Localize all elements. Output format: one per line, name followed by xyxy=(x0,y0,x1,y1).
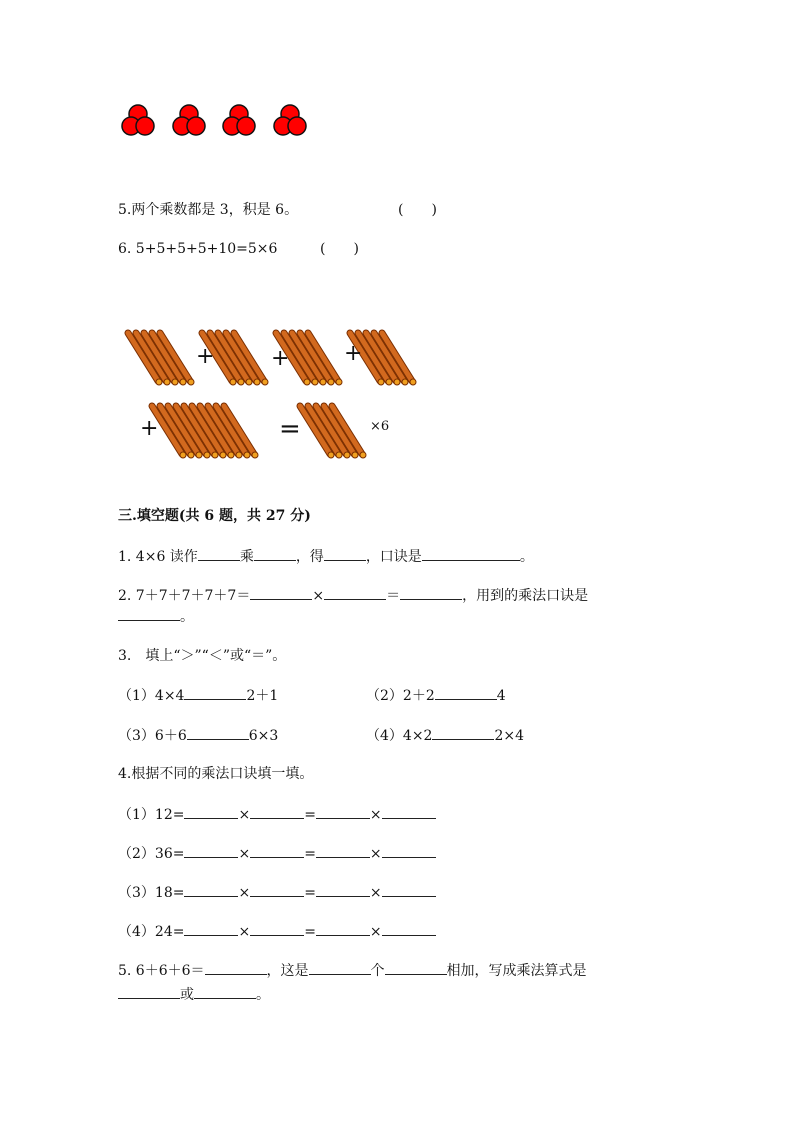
fill-q5-blank-5[interactable] xyxy=(194,984,256,999)
fill-q3-p4-rhs: 2×4 xyxy=(494,728,524,744)
stick-tip xyxy=(238,379,244,385)
times-sign: × xyxy=(238,924,251,940)
stick-bundle xyxy=(300,406,366,458)
fill-q4-blank[interactable] xyxy=(316,921,370,936)
stick-tip xyxy=(246,379,252,385)
fill-q4-blank[interactable] xyxy=(316,843,370,858)
fill-q4-blank[interactable] xyxy=(382,882,436,897)
judge-q6-text: 6. 5+5+5+5+10=5×6 xyxy=(118,241,278,257)
fill-q5-text-c: 个 xyxy=(370,963,385,979)
fill-q4-blank[interactable] xyxy=(250,921,304,936)
stick-tip xyxy=(402,379,408,385)
fill-q1-blank-2[interactable] xyxy=(254,546,296,561)
stick-tip xyxy=(344,452,350,458)
fill-q4-blank[interactable] xyxy=(250,882,304,897)
dot-cluster xyxy=(173,105,205,135)
fill-q1-blank-4[interactable] xyxy=(422,546,520,561)
equals-sign: = xyxy=(304,846,316,862)
fill-q2-blank-1[interactable] xyxy=(250,585,312,600)
dot-cluster xyxy=(274,105,306,135)
times-sign: × xyxy=(238,846,251,862)
fill-q5-blank-1[interactable] xyxy=(205,960,267,975)
fill-q2-blank-3[interactable] xyxy=(400,585,462,600)
plus-sign-1: + xyxy=(196,344,215,369)
judge-q5-text: 5.两个乘数都是 3，积是 6。 xyxy=(118,202,299,218)
red-dots-figure xyxy=(124,104,324,144)
times-sign: × xyxy=(238,885,251,901)
fill-q2-blank-2[interactable] xyxy=(324,585,386,600)
equals-sign: = xyxy=(304,885,316,901)
stick-tip xyxy=(236,452,242,458)
fill-q5 xyxy=(118,960,587,981)
fill-q5-text-f: 。 xyxy=(256,987,270,1003)
plus-sign-3: + xyxy=(344,341,363,366)
fill-q3-p2 xyxy=(366,685,506,706)
fill-q4-blank[interactable] xyxy=(184,921,238,936)
fill-q3-p3 xyxy=(118,725,278,746)
fill-q4-blank[interactable] xyxy=(184,843,238,858)
fill-q1-text-b: 乘 xyxy=(239,549,254,565)
fill-q4-blank[interactable] xyxy=(184,804,238,819)
stick-tip xyxy=(394,379,400,385)
equals-sign: = xyxy=(279,414,301,444)
fill-q4-row-label: （4）24= xyxy=(118,924,185,940)
fill-q4-title: 4.根据不同的乘法口诀填一填。 xyxy=(118,766,314,782)
times-sign: × xyxy=(369,885,382,901)
fill-q3-p1-label: （1）4×4 xyxy=(118,688,185,704)
fill-q4-row-3 xyxy=(118,882,436,903)
fill-q4-row-label: （1）12= xyxy=(118,807,185,823)
stick-tip xyxy=(188,452,194,458)
fill-q2-text-a: 2. 7＋7＋7＋7＋7＝ xyxy=(118,588,251,604)
fill-q2-cont xyxy=(118,606,194,627)
fill-q2-text-c: ＝ xyxy=(386,588,401,604)
fill-q2-text-d: ，用到的乘法口诀是 xyxy=(462,588,589,604)
stick-tip xyxy=(254,379,260,385)
fill-q3-p3-blank[interactable] xyxy=(187,725,249,740)
stick-tip xyxy=(386,379,392,385)
fill-q3-p1-rhs: 2＋1 xyxy=(246,688,279,704)
fill-q4-blank[interactable] xyxy=(382,921,436,936)
judge-q5-paren[interactable]: ( ) xyxy=(398,202,437,218)
stick-tip xyxy=(212,452,218,458)
stick-tip xyxy=(180,452,186,458)
fill-q5-blank-3[interactable] xyxy=(385,960,447,975)
stick-bundle xyxy=(128,333,194,385)
stick-tip xyxy=(252,452,258,458)
dot-cluster xyxy=(122,105,154,135)
red-dot xyxy=(136,117,154,135)
stick-tip xyxy=(180,379,186,385)
fill-q4-blank[interactable] xyxy=(316,882,370,897)
fill-q2-blank-4[interactable] xyxy=(118,606,180,621)
fill-q1-text-a: 1. 4×6 读作 xyxy=(118,549,198,565)
fill-q3-title: 3. 填上“＞”“＜”或“＝”。 xyxy=(118,648,287,664)
dot-cluster xyxy=(223,105,255,135)
fill-q4-blank[interactable] xyxy=(184,882,238,897)
stick-tip xyxy=(304,379,310,385)
fill-q5-text-a: 5. 6＋6＋6＝ xyxy=(118,963,205,979)
fill-q1-text-d: ，口诀是 xyxy=(365,549,422,565)
times-sign: × xyxy=(369,846,382,862)
stick-tip xyxy=(352,452,358,458)
fill-q5-blank-2[interactable] xyxy=(309,960,371,975)
stick-tip xyxy=(312,379,318,385)
stick-tip xyxy=(164,379,170,385)
plus-sign-4: + xyxy=(140,416,159,441)
stick-tip xyxy=(378,379,384,385)
red-dot xyxy=(288,117,306,135)
stick-tip xyxy=(336,379,342,385)
fill-q1-text-e: 。 xyxy=(519,549,534,565)
fill-q3-p2-rhs: 4 xyxy=(496,688,506,704)
fill-q5-cont xyxy=(118,984,270,1005)
fill-q1-blank-1[interactable] xyxy=(198,546,240,561)
fill-q3-p3-rhs: 6×3 xyxy=(248,728,279,744)
red-dot xyxy=(237,117,255,135)
fill-q4-blank[interactable] xyxy=(250,843,304,858)
judge-q5 xyxy=(118,200,298,220)
fill-q4-blank[interactable] xyxy=(382,804,436,819)
red-dot xyxy=(187,117,205,135)
stick-tip xyxy=(244,452,250,458)
stick-bundle xyxy=(152,406,258,458)
stick-tip xyxy=(156,379,162,385)
fill-q5-text-e: 或 xyxy=(180,987,194,1003)
fill-q3-p3-label: （3）6＋6 xyxy=(118,728,187,744)
fill-q4-blank[interactable] xyxy=(316,804,370,819)
fill-q2-text-e: 。 xyxy=(180,609,194,625)
fill-q1-text-c: ，得 xyxy=(295,549,324,565)
fill-q2-text-b: × xyxy=(312,588,325,604)
fill-q4-row-2 xyxy=(118,843,436,864)
fill-q1-blank-3[interactable] xyxy=(324,546,366,561)
plus-sign-2: + xyxy=(271,346,290,371)
fill-q4-row-label: （2）36= xyxy=(118,846,185,862)
stick-tip xyxy=(328,452,334,458)
fill-q4-blank[interactable] xyxy=(250,804,304,819)
fill-q5-text-d: 相加，写成乘法算式是 xyxy=(446,963,587,979)
fill-q3-p2-label: （2）2＋2 xyxy=(366,688,435,704)
equals-sign: = xyxy=(304,807,316,823)
fill-q4-row-4 xyxy=(118,921,436,942)
stick-tip xyxy=(360,452,366,458)
times-sign: × xyxy=(238,807,251,823)
stick-tip xyxy=(204,452,210,458)
fill-q3-p4 xyxy=(366,725,524,746)
fill-q2 xyxy=(118,585,588,606)
fill-q5-text-b: ，这是 xyxy=(266,963,309,979)
stick-tip xyxy=(188,379,194,385)
fill-q3-p2-blank[interactable] xyxy=(435,685,497,700)
equals-sign: = xyxy=(304,924,316,940)
stick-tip xyxy=(172,379,178,385)
section3-title: 三.填空题(共 6 题，共 27 分) xyxy=(118,508,311,524)
times-sign: × xyxy=(369,807,382,823)
fill-q4-row-1 xyxy=(118,804,436,825)
stick-tip xyxy=(220,452,226,458)
fill-q3-p4-blank[interactable] xyxy=(432,725,494,740)
stick-tip xyxy=(196,452,202,458)
fill-q4-blank[interactable] xyxy=(382,843,436,858)
judge-q6 xyxy=(118,239,277,259)
stick-tip xyxy=(336,452,342,458)
stick-tip xyxy=(320,379,326,385)
times-sign: × xyxy=(369,924,382,940)
judge-q6-paren[interactable]: ( ) xyxy=(320,241,359,257)
stick-tip xyxy=(228,452,234,458)
fill-q4-row-label: （3）18= xyxy=(118,885,185,901)
stick-tip xyxy=(328,379,334,385)
fill-q1 xyxy=(118,546,534,567)
fill-q5-blank-4[interactable] xyxy=(118,984,180,999)
fill-q3-p1-blank[interactable] xyxy=(184,685,246,700)
stick-tip xyxy=(262,379,268,385)
stick-tip xyxy=(410,379,416,385)
stick-tip xyxy=(230,379,236,385)
fill-q3-p4-label: （4）4×2 xyxy=(366,728,433,744)
times-six-label: ×6 xyxy=(370,419,390,434)
fill-q3-p1 xyxy=(118,685,278,706)
